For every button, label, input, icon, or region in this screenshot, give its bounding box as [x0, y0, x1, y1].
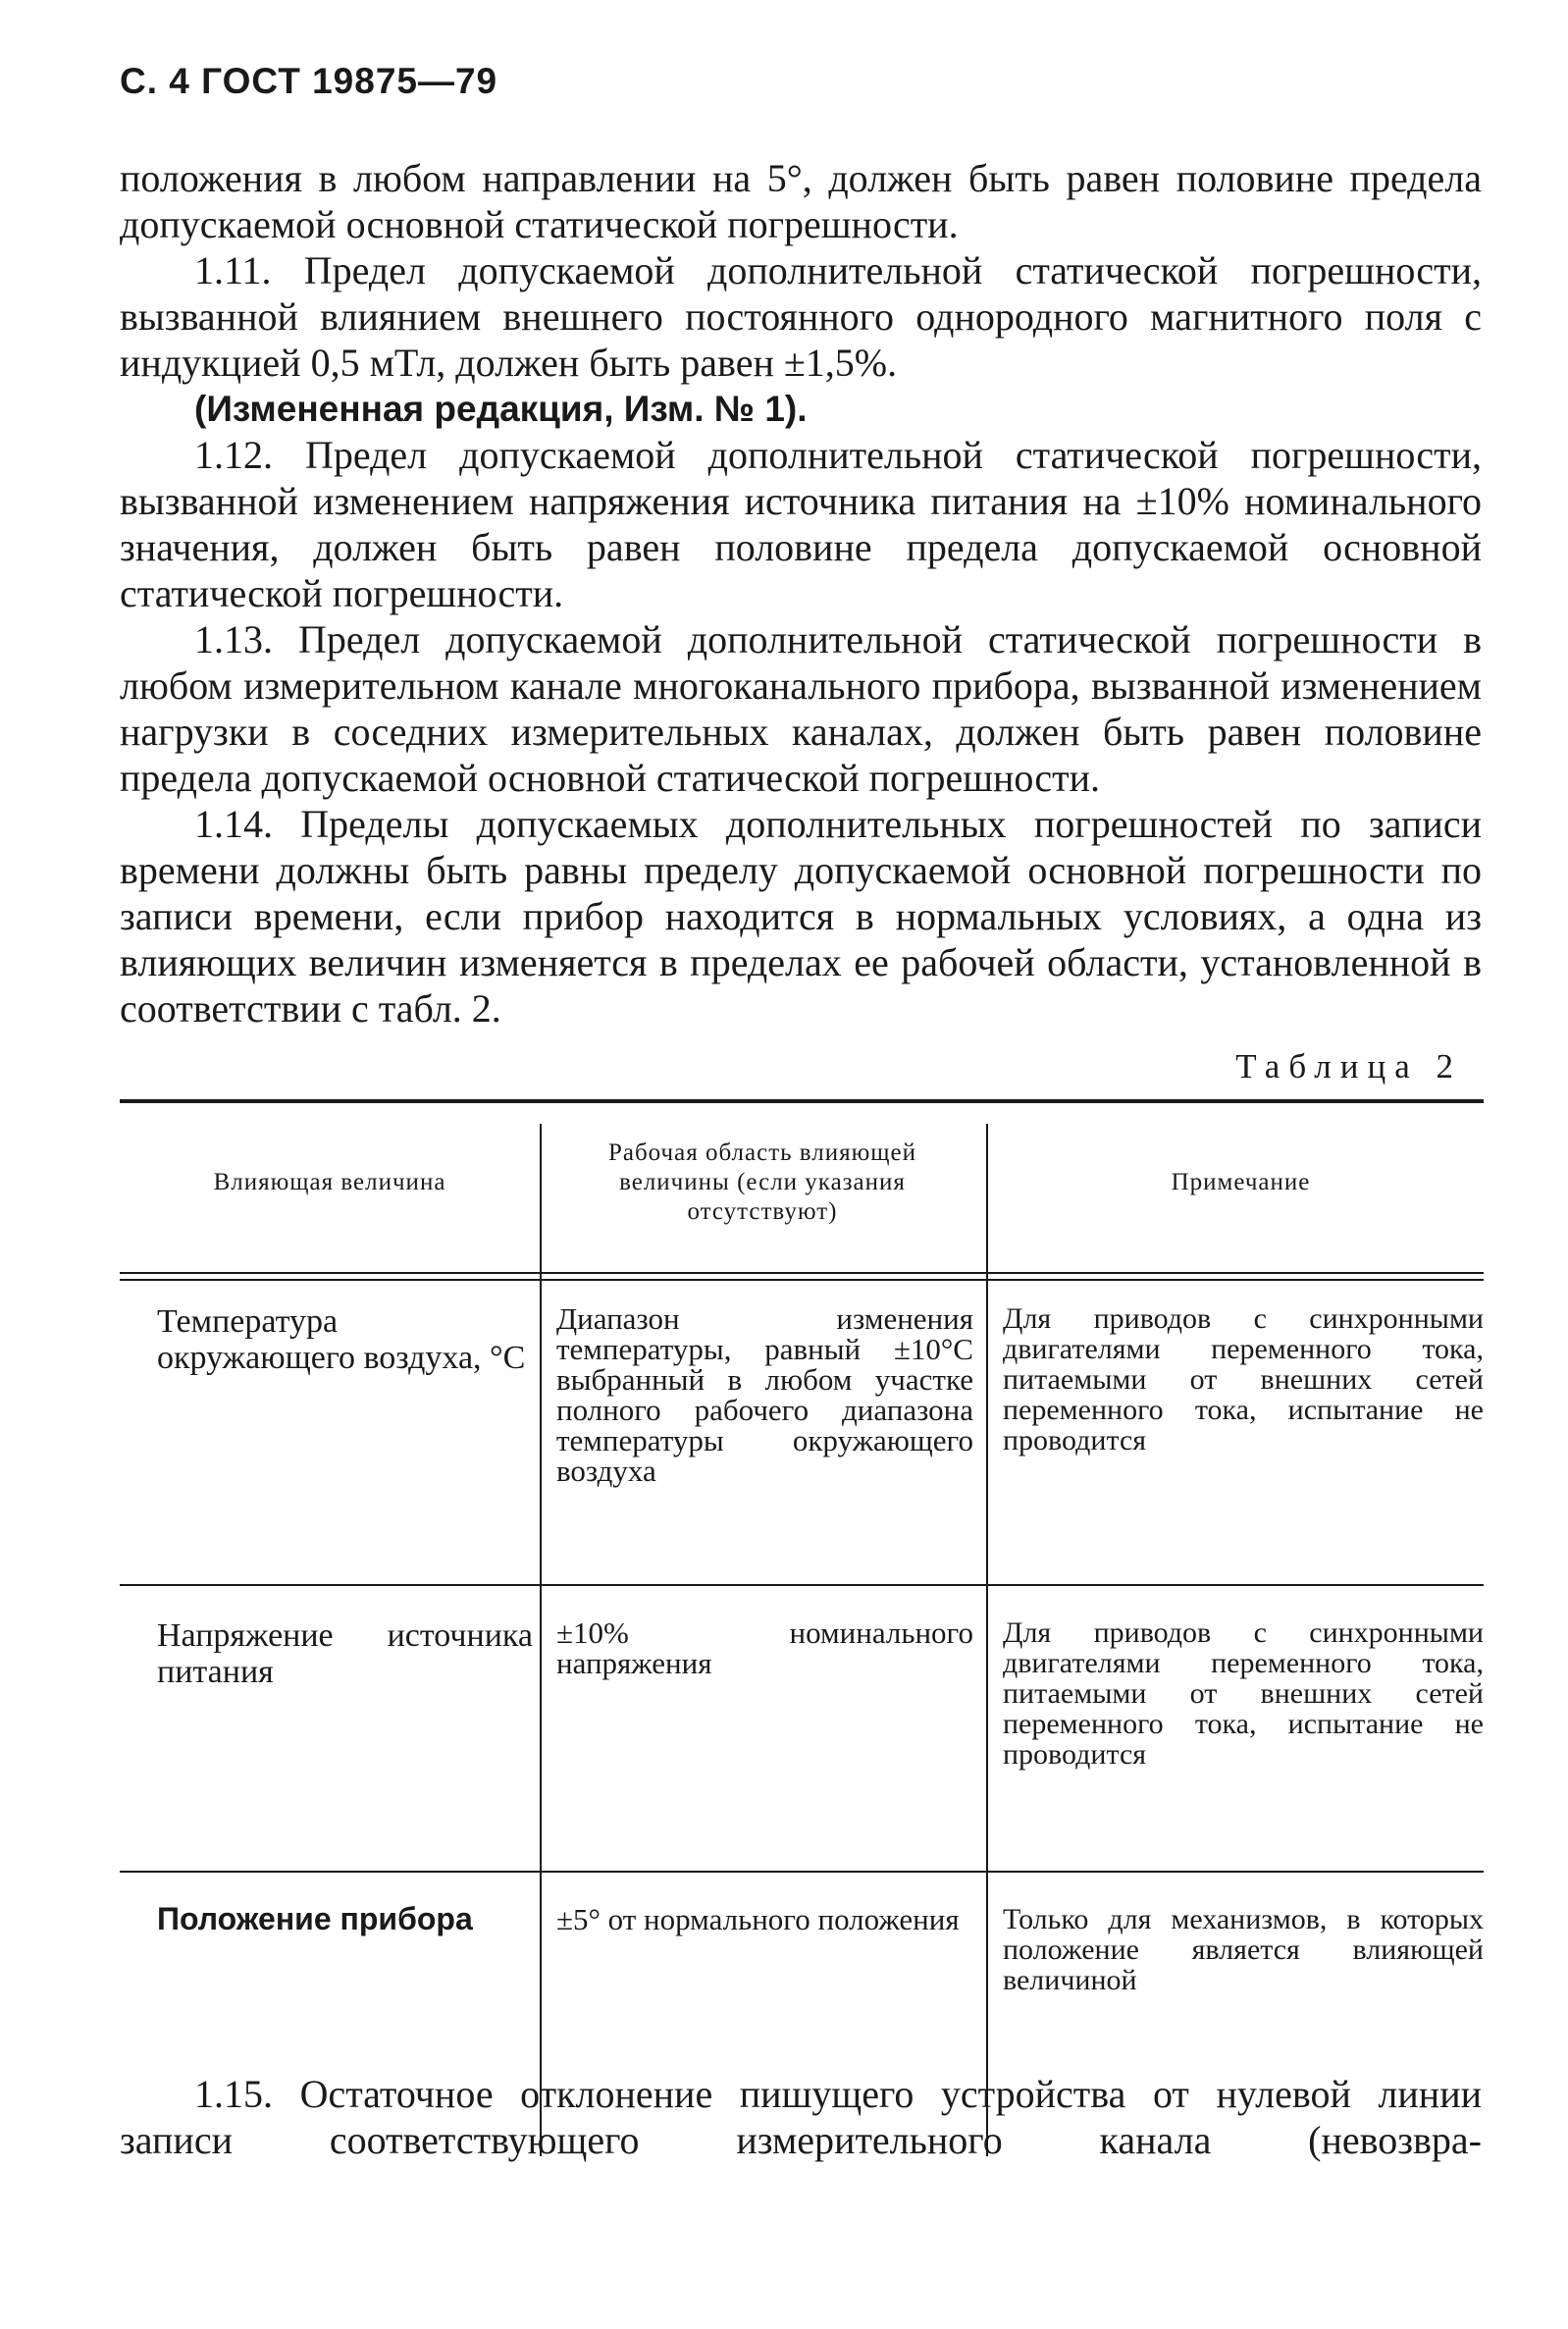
table-top-rule	[120, 1099, 1484, 1103]
paragraph-1-13: 1.13. Предел допускаемой дополнительной статической погрешности в любом измерительном канале многоканального прибора, вызванной изменением нагрузки в соседних измерительных каналах, должен быть равен половине предела допускаемой основной статической погрешности.	[120, 617, 1482, 800]
paragraph-1-11: 1.11. Предел допускаемой дополнительной статической погрешности, вызванной влиянием внешнего постоянного однородного магнитного поля с индукцией 0,5 мТл, должен быть равен ±1,5%.	[120, 248, 1482, 385]
row-range: ±5° от нормального положения	[556, 1902, 960, 1936]
paragraph-1-14: 1.14. Пределы допускаемых дополнительных погрешностей по записи времени должны быть равны пределу допускаемой основной погрешности по записи времени, если прибор находится в нормальных условиях, а одна из влияющих величин изменяется в пределах ее рабочей области, установленной в соответствии с табл. 2.	[120, 802, 1482, 1031]
row-range: Диапазон изменения температуры, равный ±10°С выбранный в любом участке полного рабочего диапазона температуры окружающего воздуха	[556, 1301, 973, 1488]
paragraph-1-15: 1.15. Остаточное отклонение пишущего устройства от нулевой линии записи соответствующего измерительного канала (невозвра-	[120, 2072, 1482, 2162]
paragraph-1-12: 1.12. Предел допускаемой дополнительной статической погрешности, вызванной изменением напряжения источника питания на ±10% номинального значения, должен быть равен половине предела допускаемой основной статической погрешности.	[120, 433, 1482, 615]
row-divider	[120, 1584, 1484, 1586]
row-range: ±10% номинального напряжения	[556, 1615, 973, 1680]
row-divider	[120, 1871, 1484, 1873]
header-double-rule	[120, 1272, 1484, 1281]
amendment-note: (Измененная редакция, Изм. № 1).	[194, 389, 808, 429]
table-caption: Таблица 2	[1235, 1047, 1462, 1085]
row-factor: Положение прибора	[157, 1901, 473, 1936]
paragraph-continuation: положения в любом направлении на 5°, должен быть равен половине предела допускаемой основной статической погрешности.	[120, 156, 1482, 246]
row-factor: Напряжение источника питания	[157, 1617, 533, 1690]
page-header: С. 4 ГОСТ 19875—79	[120, 61, 498, 101]
row-note: Только для механизмов, в которых положение является влияющей величиной	[1003, 1903, 1484, 1996]
tail-text	[120, 2071, 1482, 2163]
row-note: Для приводов с синхронными двигателями переменного тока, питаемыми от внешних сетей переменного тока, испытание не проводится	[1003, 1616, 1484, 1771]
body-text	[120, 155, 1482, 1032]
header-range: Рабочая область влияющей величины (если указания отсутствуют)	[607, 1139, 917, 1225]
row-factor: Температура окружающего воздуха, °С	[157, 1303, 526, 1376]
header-factor: Влияющая величина	[213, 1169, 446, 1195]
row-note: Для приводов с синхронными двигателями переменного тока, питаемыми от внешних сетей переменного тока, испытание не проводится	[1003, 1302, 1484, 1456]
header-note: Примечание	[1171, 1169, 1311, 1195]
